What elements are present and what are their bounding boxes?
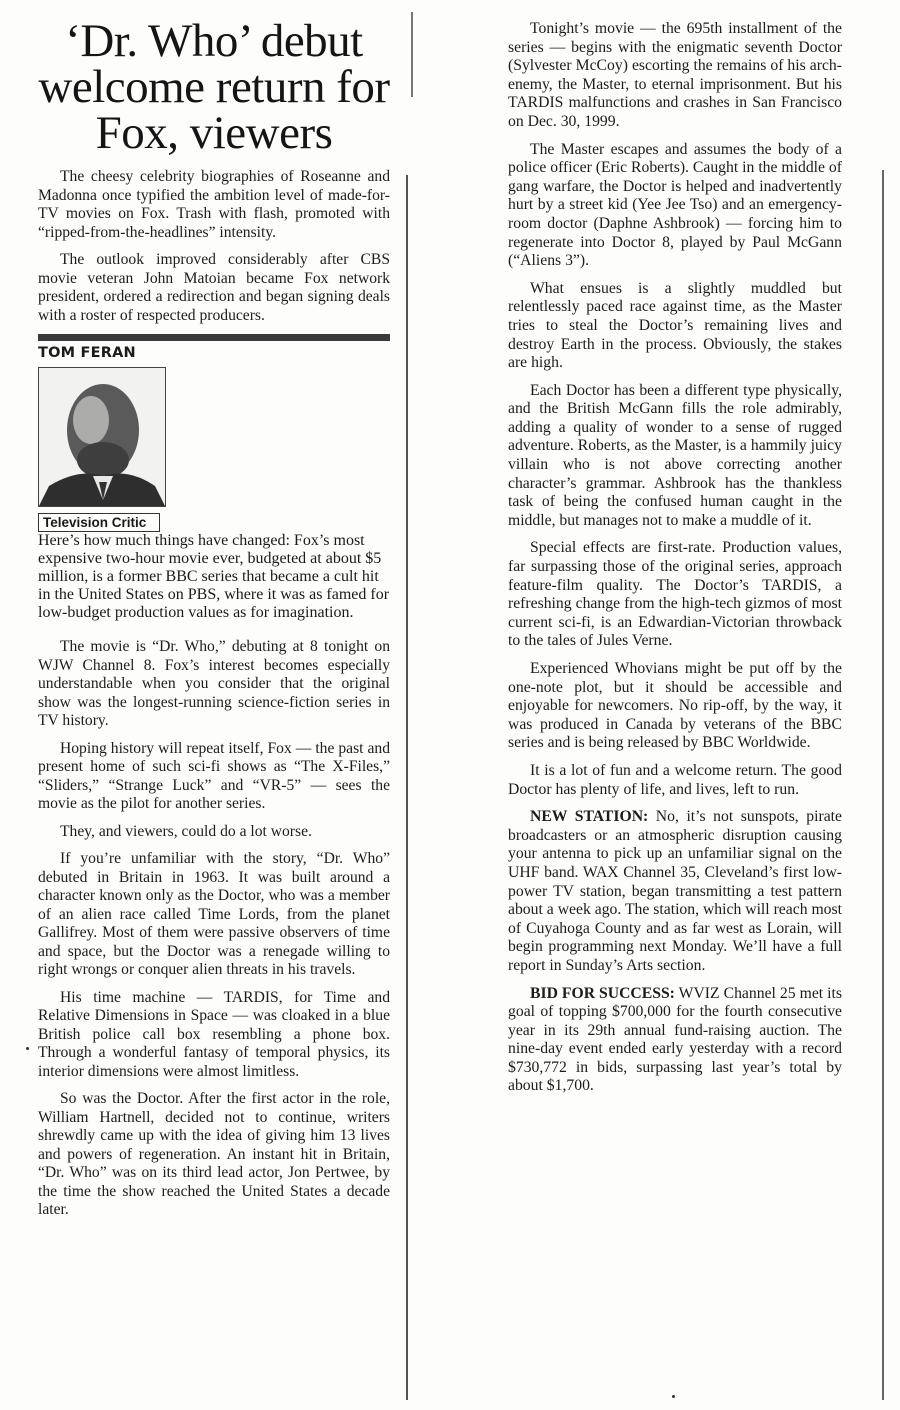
author-name: TOM FERAN — [38, 345, 136, 361]
paragraph: They, and viewers, could do a lot worse. — [60, 822, 312, 840]
paragraph: The outlook improved considerably after CBS movie veteran John Matoian became Fox network president, ordered a redirection and began signing deals with a roster of respected producers. — [38, 251, 390, 324]
brief-text: No, it’s not sunspots, pirate broadcasters or an atmospheric disruption causing your antenna to pick up an unfamiliar signal on the UHF band. WAX Channel 35, Cleveland’s first low-power TV station, began transmitting a test pattern about a week ago. The station, which will reach most of Cuyahoga County and as far west as Lorain, will begin programming next Monday. We’ll have a full report in Sunday’s Arts section. — [508, 808, 842, 974]
brief-bid-for-success — [508, 985, 842, 1097]
brief-new-station — [508, 808, 842, 975]
brief-text: WVIZ Channel 25 met its goal of topping $700,000 for the fourth consecutive year in its 29th annual fund-raising auction. The nine-day event ended early yesterday with a record $730,772 in bids, surpassing last year’s total by about $1,700. — [508, 984, 842, 1095]
author-role: Television Critic — [38, 513, 160, 532]
right-column — [508, 20, 842, 1105]
scan-speck — [672, 1395, 675, 1398]
column-rule-right — [882, 170, 884, 1400]
paragraph: If you’re unfamiliar with the story, “Dr. Who” debuted in Britain in 1963. It was built around a character known only as the Doctor, who was a member of an alien race called Time Lords, from the planet Gallifrey. Most of them were passive observers of time and space, but the Doctor was a renegade willing to right wrongs or conquer alien threats in his travels. — [38, 850, 390, 978]
column-rule-center — [406, 175, 408, 1400]
paragraph: His time machine — TARDIS, for Time and Relative Dimensions in Space — was cloaked in a blue British police call box resembling a phone box. Through a wonderful fantasy of temporal physics, its interior dimensions were almost limitless. — [38, 988, 390, 1080]
byline-section — [38, 334, 390, 731]
paragraph-text: Here’s how much things have changed: Fox’s most expensive two-hour movie ever, budgeted at about $5 million, is a former BBC series that became a cult hit in the United States on PBS, where it was as famed for low-budget production values as for imagination. — [38, 532, 390, 621]
brief-heading: BID FOR SUCCESS: — [530, 984, 675, 1002]
paragraph: Hoping history will repeat itself, Fox — the past and present home of such sci-fi shows as “The X-Files,” “Sliders,” “Strange Luck” and “VR-5” — sees the movie as the pilot for another series. — [38, 739, 390, 812]
paragraph: Special effects are first-rate. Production values, far surpassing those of the original series, approach feature-film quality. The Doctor’s TARDIS, a refreshing change from the high-tech gizmos of most current sci-fi, is an Edwardian-Victorian throwback to the tales of Jules Verne. — [508, 539, 842, 650]
paragraph: The cheesy celebrity biographies of Roseanne and Madonna once typified the ambition level of made-for-TV movies on Fox. Trash with flash, promoted with “ripped-from-the-headlines” intensity. — [38, 168, 390, 241]
paragraph: What ensues is a slightly muddled but relentlessly paced race against time, as the Master tries to steal the Doctor’s remaining lives and destroy Earth in the process. Obviously, the stakes are high. — [508, 279, 842, 372]
column-rule-top — [411, 12, 413, 97]
headline: ‘Dr. Who’ debut welcome return for Fox, viewers — [38, 15, 390, 159]
paragraph: It is a lot of fun and a welcome return. The good Doctor has plenty of life, and lives, left to run. — [508, 761, 842, 798]
paragraph: Experienced Whovians might be put off by the one-note plot, but it should be accessible and enjoyable for newcomers. No rip-off, by the way, it was produced in Canada by veterans of the BBC series and is being released by BBC Worldwide. — [508, 660, 842, 752]
scan-speck — [26, 1047, 29, 1050]
paragraph: Tonight’s movie — the 695th installment of the series — begins with the enigmatic seventh Doctor (Sylvester McCoy) escorting the remains of his arch-enemy, the Master, to eternal imprisonment. But his TARDIS malfunctions and crashes in San Francisco on Dec. 30, 1999. — [508, 20, 842, 130]
left-column — [38, 10, 390, 1229]
author-photo — [38, 367, 166, 507]
byline-rule — [38, 334, 390, 341]
brief-heading: NEW STATION: — [530, 808, 649, 826]
paragraph: Each Doctor has been a different type physically, and the British McGann fills the role admirably, adding a quality of wonder to a sense of rugged adventure. Roberts, as the Master, is a hammily juicy villain who is not above correcting another character’s grammar. Ashbrook has the thankless task of being the confused human caught in the middle, but manages not to make a muddle of it. — [508, 381, 842, 529]
paragraph: So was the Doctor. After the first actor in the role, William Hartnell, decided not to continue, writers shrewdly came up with the idea of giving him 13 lives and powers of regeneration. An instant hit in Britain, “Dr. Who” was on its third lead actor, Jon Pertwee, by the time the show reached the United States a decade later. — [38, 1090, 390, 1218]
portrait-icon — [39, 368, 165, 506]
paragraph: The movie is “Dr. Who,” debuting at 8 tonight on WJW Channel 8. Fox’s interest becomes especially understandable when you consider that the original show was the longest-running science-fiction series in TV history. — [38, 638, 390, 729]
paragraph: The Master escapes and assumes the body of a police officer (Eric Roberts). Caught in the middle of gang warfare, the Doctor is helped and inadvertently hurt by a street kid (Yee Jee Tso) and an emergency-room doctor (Daphne Ashbrook) — forcing him to regenerate into Doctor 8, played by Paul McGann (“Aliens 3”). — [508, 140, 842, 270]
